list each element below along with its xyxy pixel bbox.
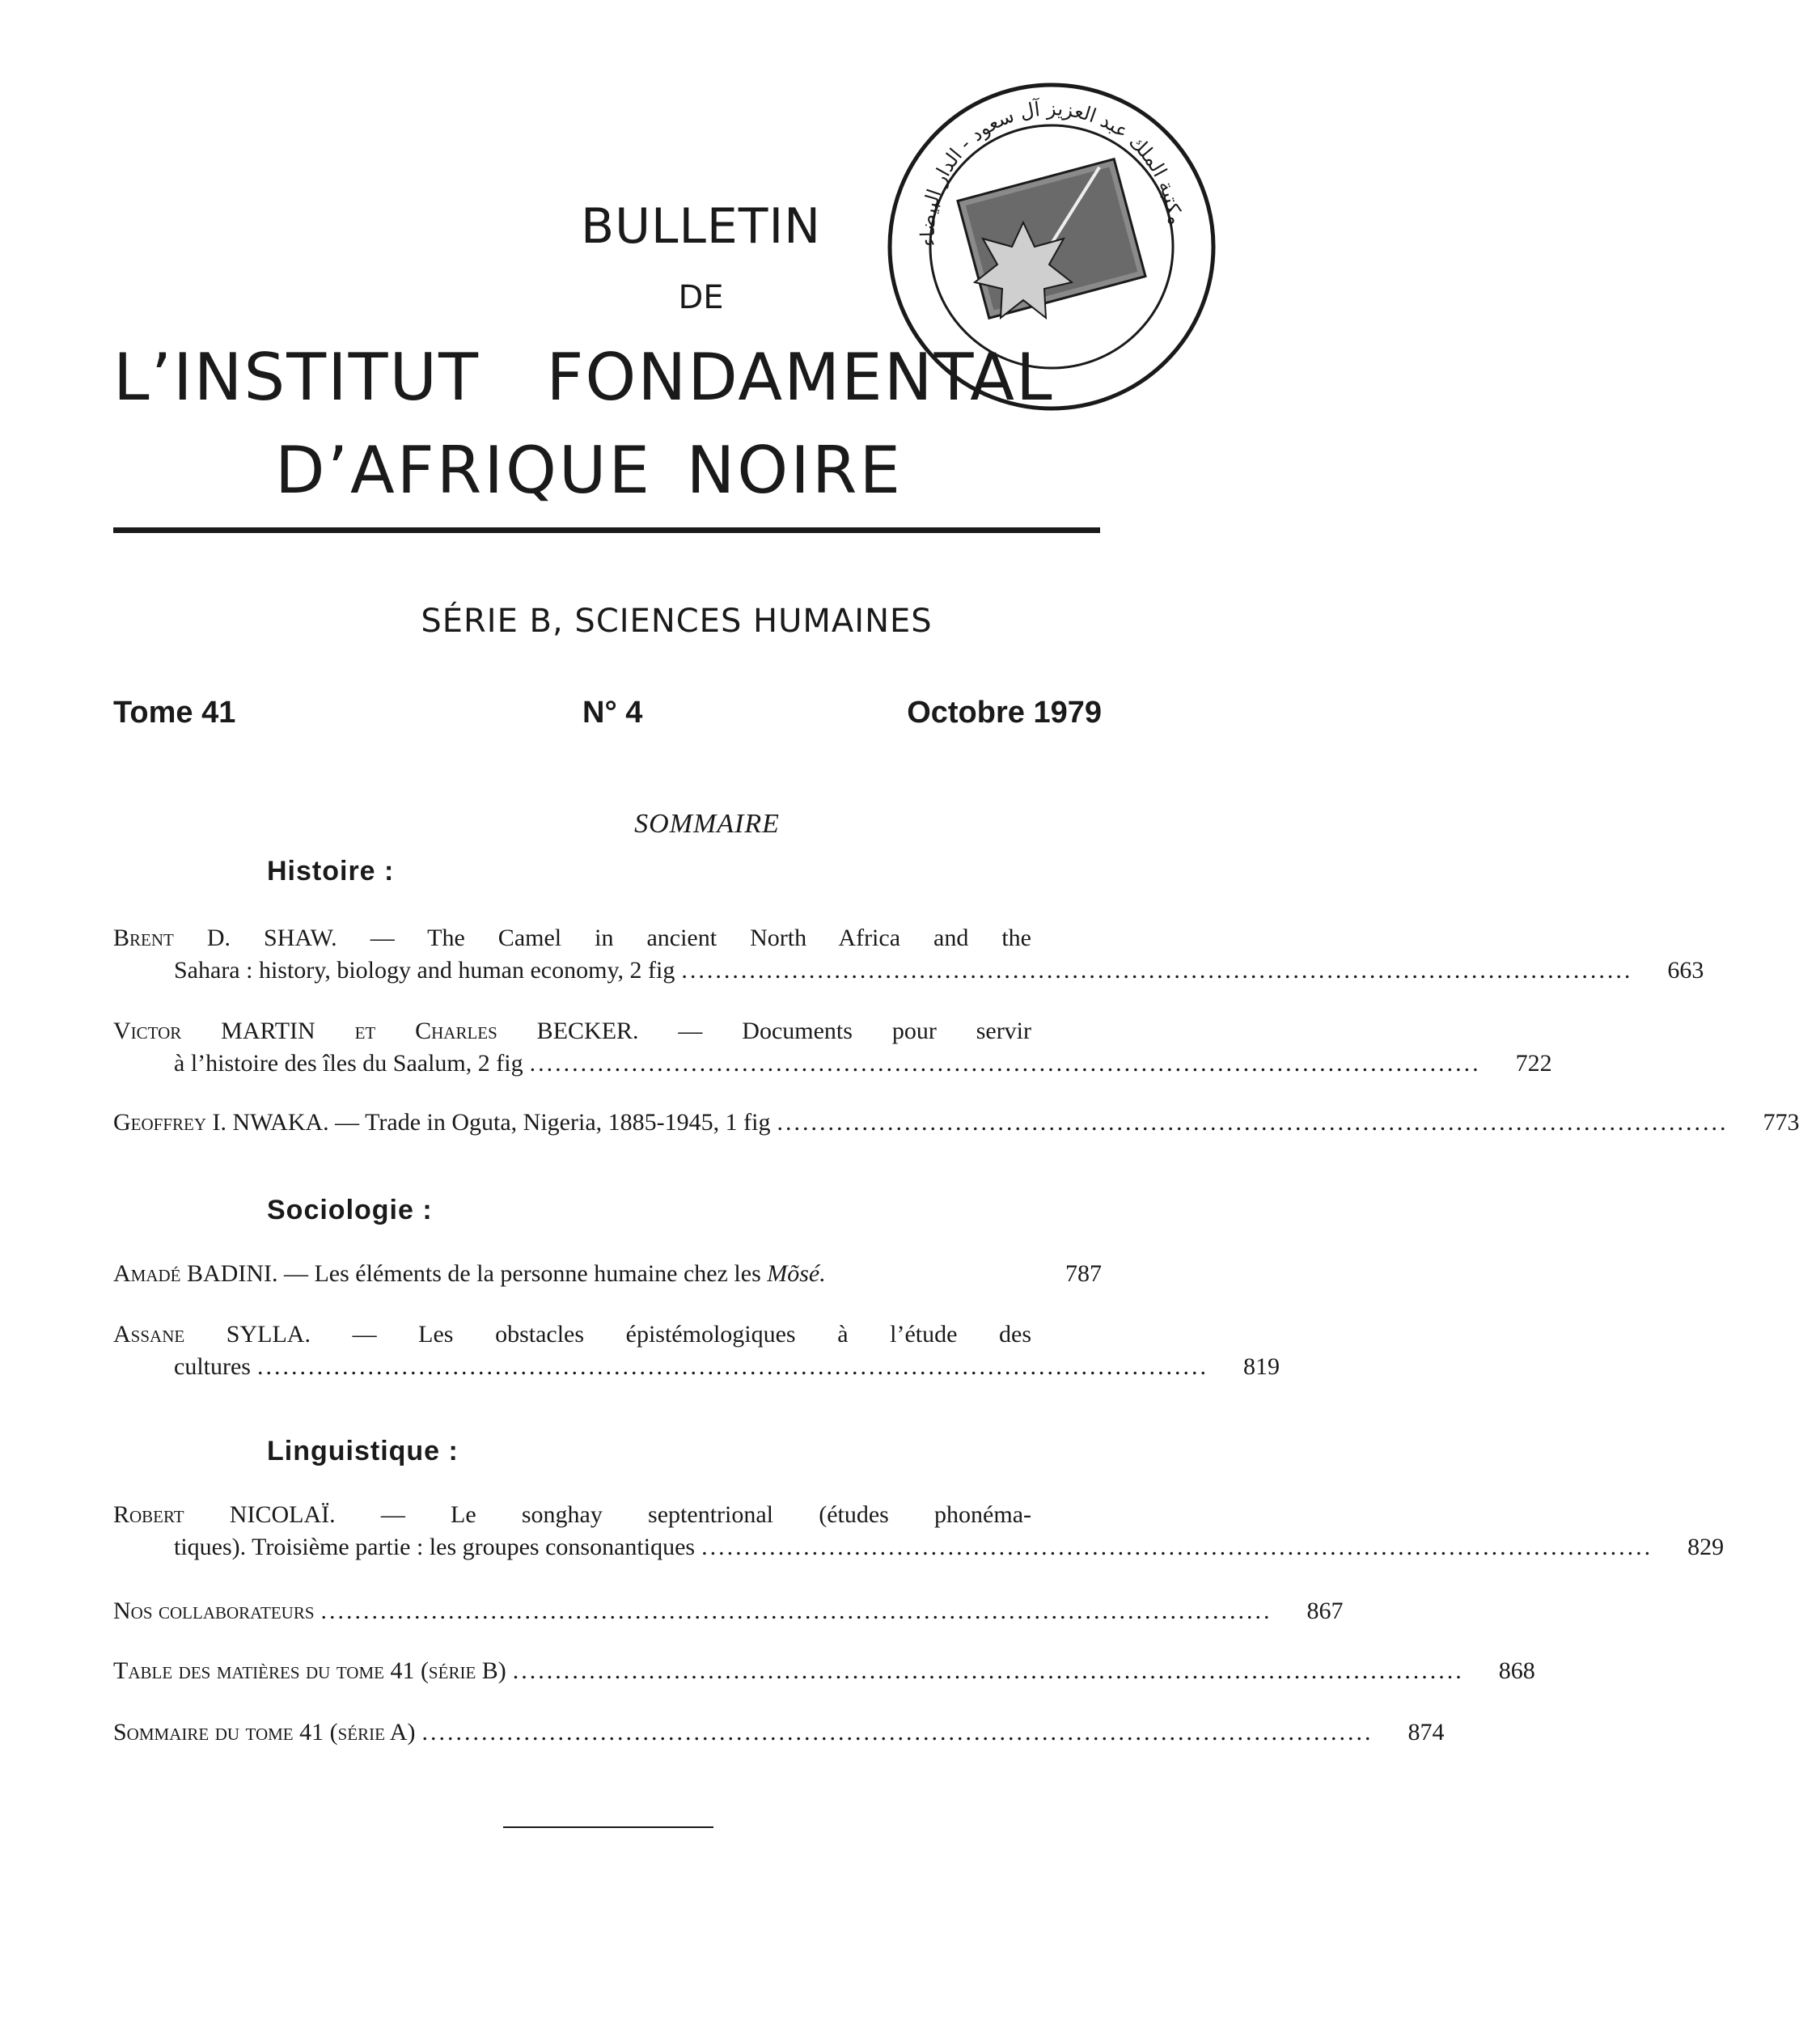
leader-dots: ................................................................................................................ — [701, 1534, 1653, 1560]
entry-author: Amadé BADINI. — [113, 1260, 278, 1287]
contents-title: SOMMAIRE — [634, 809, 780, 839]
entry-page: 819 — [1242, 1353, 1280, 1380]
leader-dots: ................................................................................................................ — [256, 1353, 1209, 1380]
toc-entry — [113, 1258, 1102, 1290]
entry-page: 867 — [1306, 1598, 1344, 1624]
entry-page: 874 — [1407, 1719, 1445, 1746]
section-histoire: Histoire : — [267, 856, 395, 887]
leader-dots: ................................................................................................................ — [421, 1719, 1374, 1746]
tome-label: Tome 41 — [113, 696, 236, 730]
entry-author: Assane SYLLA. — [113, 1321, 311, 1348]
bottom-rule — [503, 1826, 713, 1828]
entry-page: 722 — [1515, 1050, 1552, 1077]
entry-title: — Le songhay septentrional (études phonéma- — [380, 1501, 1031, 1528]
journal-title-bulletin: BULLETIN — [580, 198, 822, 255]
entry-title: Nos collaborateurs — [113, 1598, 315, 1624]
entry-author: Geoffrey I. NWAKA. — [113, 1109, 329, 1136]
entry-page: 773 — [1763, 1109, 1799, 1136]
entry-title: Sommaire du tome 41 (série A) — [113, 1719, 416, 1746]
entry-page: 868 — [1498, 1657, 1535, 1684]
entry-title-cont: cultures — [174, 1353, 251, 1380]
number-label: N° 4 — [582, 696, 643, 730]
entry-title: — The Camel in ancient North Africa and the — [370, 925, 1031, 951]
series-label: SÉRIE B, SCIENCES HUMAINES — [421, 603, 933, 640]
entry-title: Table des matières du tome 41 (série B) — [113, 1657, 506, 1684]
entry-page: 829 — [1687, 1534, 1725, 1560]
toc-entry — [113, 1716, 1445, 1749]
title-divider — [113, 527, 1100, 533]
journal-title-institute: L’INSTITUT FONDAMENTAL — [113, 340, 1054, 415]
entry-title: — Trade in Oguta, Nigeria, 1885-1945, 1 fig — [335, 1109, 771, 1136]
stamp-text: مكتبة الملك عبد العزيز آل سعود - الدار البيضاء — [916, 97, 1187, 248]
entry-author: Brent D. SHAW. — [113, 925, 337, 951]
entry-title-italic: Mõsé. — [767, 1260, 826, 1287]
entry-title-cont: à l’histoire des îles du Saalum, 2 fig — [174, 1050, 523, 1077]
entry-title: — Les éléments de la personne humaine chez les — [283, 1260, 761, 1287]
toc-entry — [113, 1107, 1799, 1139]
toc-entry — [113, 1595, 1344, 1627]
entry-author: Victor MARTIN et Charles BECKER. — [113, 1018, 639, 1044]
entry-author: Robert NICOLAÏ. — [113, 1501, 336, 1528]
journal-title-africa: D’AFRIQUE NOIRE — [275, 433, 903, 508]
leader-dots: ................................................................................................................ — [777, 1109, 1729, 1136]
journal-title-de: DE — [678, 279, 724, 316]
toc-entry — [113, 1499, 1725, 1564]
toc-entry — [113, 1318, 1280, 1383]
toc-entry — [113, 1015, 1552, 1080]
toc-entry — [113, 1655, 1535, 1687]
leader-dots: ................................................................................................................ — [512, 1657, 1464, 1684]
issue-info — [113, 696, 1102, 736]
entry-title-cont: tiques). Troisième partie : les groupes consonantiques — [174, 1534, 696, 1560]
toc-entry — [113, 922, 1704, 987]
leader-dots: ................................................................................................................ — [681, 957, 1633, 984]
leader-dots: ................................................................................................................ — [529, 1050, 1481, 1077]
entry-page: 787 — [1065, 1260, 1102, 1287]
leader-dots: ................................................................................................................ — [320, 1598, 1272, 1624]
entry-title: — Documents pour servir — [678, 1018, 1032, 1044]
library-seal-icon — [882, 77, 1221, 417]
date-label: Octobre 1979 — [907, 696, 1102, 730]
entry-title-cont: Sahara : history, biology and human economy, 2 fig — [174, 957, 675, 984]
section-sociologie: Sociologie : — [267, 1195, 433, 1225]
entry-title: — Les obstacles épistémologiques à l’étude des — [352, 1321, 1031, 1348]
entry-page: 663 — [1667, 957, 1704, 984]
section-linguistique: Linguistique : — [267, 1436, 459, 1466]
